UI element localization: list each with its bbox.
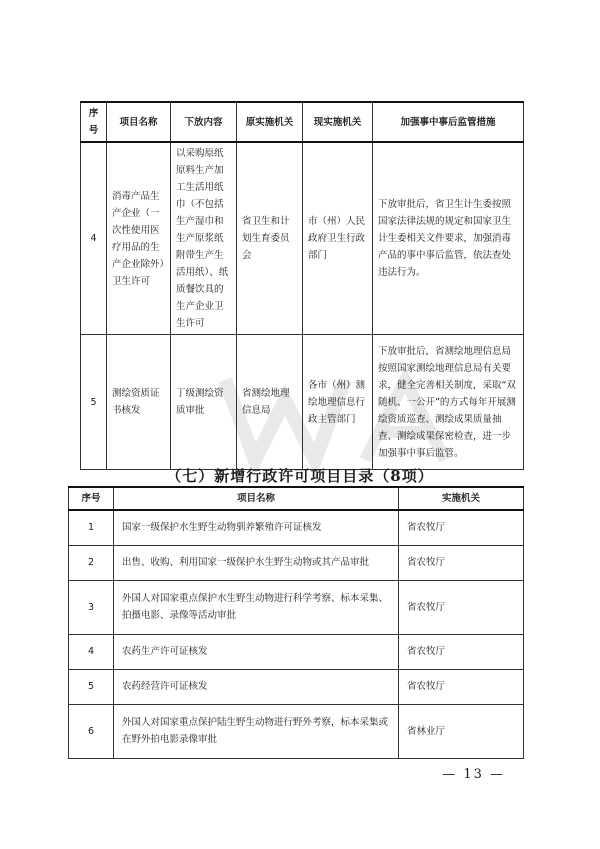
row-name: 测绘资质证书核发	[107, 335, 171, 470]
row-agency: 省农牧厅	[399, 634, 524, 669]
row-orig-agency: 省卫生和计划生育委员会	[237, 142, 303, 335]
row-agency: 省农牧厅	[399, 669, 524, 704]
row-num: 4	[81, 142, 107, 335]
row-orig-agency: 省测绘地理信息局	[237, 335, 303, 470]
row-name: 农药生产许可证核发	[114, 634, 399, 669]
table-row	[81, 335, 524, 470]
table-header-row	[81, 102, 524, 142]
row-content: 以采购原纸原料生产加工生活用纸巾（不包括生产湿巾和生产原浆纸附带生产生活用纸）、纸质餐饮具的生产企业卫生许可	[171, 142, 237, 335]
row-num: 4	[69, 634, 114, 669]
table-row	[81, 142, 524, 335]
header-num: 序号	[69, 487, 114, 510]
row-num: 2	[69, 545, 114, 580]
new-permits-table	[68, 486, 524, 759]
table-row	[69, 545, 524, 580]
delegated-items-table	[80, 101, 524, 470]
row-now-agency: 市（州）人民政府卫生行政部门	[303, 142, 373, 335]
header-name: 项目名称	[107, 102, 171, 142]
row-num: 5	[81, 335, 107, 470]
header-measures: 加强事中事后监管措施	[373, 102, 524, 142]
page-number: — 13 —	[442, 767, 505, 782]
header-now-agency: 现实施机关	[303, 102, 373, 142]
row-name: 国家一级保护水生野生动物驯养繁殖许可证核发	[114, 510, 399, 545]
row-name: 消毒产品生产企业（一次性使用医疗用品的生产企业除外）卫生许可	[107, 142, 171, 335]
row-name: 农药经营许可证核发	[114, 669, 399, 704]
row-agency: 省农牧厅	[399, 545, 524, 580]
row-agency: 省农牧厅	[399, 580, 524, 634]
row-content: 丁级测绘资质审批	[171, 335, 237, 470]
row-name: 外国人对国家重点保护水生野生动物进行科学考察、标本采集、拍摄电影、录像等活动审批	[114, 580, 399, 634]
row-measures: 下放审批后，省卫生计生委按照国家法律法规的规定和国家卫生计生委相关文件要求，加强消毒产品的事中事后监管，依法查处违法行为。	[373, 142, 524, 335]
row-name: 外国人对国家重点保护陆生野生动物进行野外考察，标本采集或在野外拍电影录像审批	[114, 704, 399, 758]
section-title: （七）新增行政许可项目目录（8项）	[166, 467, 434, 485]
table-header-row	[69, 487, 524, 510]
row-measures: 下放审批后，省测绘地理信息局按照国家测绘地理信息局有关要求，健全完善相关制度，采取“双随机、一公开”的方式每年开展测绘资质巡查、测绘成果质量抽查、测绘成果保密检查，进一步加强事中事后监管。	[373, 335, 524, 470]
table-row	[69, 669, 524, 704]
row-num: 6	[69, 704, 114, 758]
row-agency: 省林业厅	[399, 704, 524, 758]
header-num: 序号	[81, 102, 107, 142]
header-name: 项目名称	[114, 487, 399, 510]
table-row	[69, 580, 524, 634]
row-now-agency: 各市（州）测绘地理信息行政主管部门	[303, 335, 373, 470]
row-name: 出售、收购、利用国家一级保护水生野生动物或其产品审批	[114, 545, 399, 580]
table-row	[69, 510, 524, 545]
header-content: 下放内容	[171, 102, 237, 142]
row-agency: 省农牧厅	[399, 510, 524, 545]
row-num: 1	[69, 510, 114, 545]
table-row	[69, 634, 524, 669]
header-orig-agency: 原实施机关	[237, 102, 303, 142]
header-agency: 实施机关	[399, 487, 524, 510]
row-num: 5	[69, 669, 114, 704]
table-row	[69, 704, 524, 758]
row-num: 3	[69, 580, 114, 634]
